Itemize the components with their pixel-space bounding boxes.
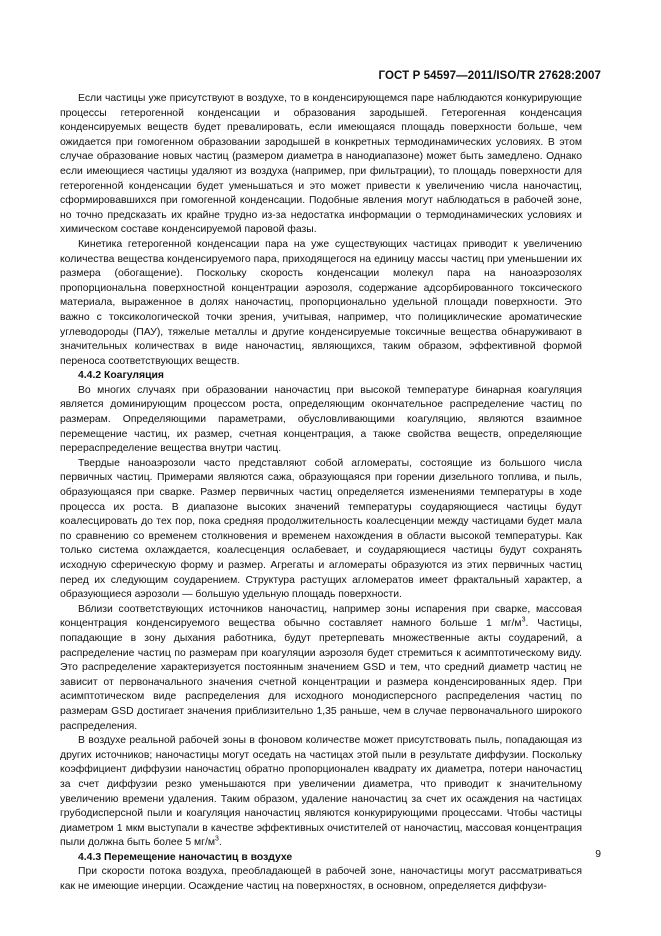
superscript: 3 [521, 616, 526, 624]
paragraph: Твердые наноаэрозоли часто представляют собой агломераты, состоящие из большого числа первичных частиц. Примерами являются сажа, образующаяся при горении дизельного топлива, и пыль, образующаяся при сварке. Размер первичных частиц определяется изменениями температуры в ходе процесса их роста. В диапазоне высоких значений температуры соударяющиеся частицы будут коалесцировать до тех пор, пока средняя продолжительность коалесценции между частицами будет мала по сравнению со временем столкновения и временем нахождения в области высокой температуры. Как только система охлаждается, коалесценция ослабевает, и соударяющиеся частицы будут сохранять исходную сферическую форму и размер. Агрегаты и агломераты образуются из этих первичных частиц перед их следующим соударением. Структура растущих агломератов имеет фрактальный характер, а образующиеся аэрозоли — большую удельную площадь поверхности. [60, 457, 582, 601]
page-number: 9 [595, 849, 601, 860]
document-body [60, 92, 582, 895]
paragraph-background-dust [60, 734, 582, 851]
standard-header: ГОСТ Р 54597—2011/ISO/TR 27628:2007 [378, 70, 601, 82]
paragraph-text: Вблизи соответствующих источников наночастиц, например зоны испарения при сварке, массовая концентрация конденсируемого вещества обычно составляет намного больше 1 мг/м [60, 603, 582, 630]
paragraph-text: . Частицы, попадающие в зону дыхания работника, будут претерпевать множественные акты соударений, а распределение частиц по размерам при коагуляции аэрозоля будет стремиться к асимптотическому виду. Это распределение характеризуется постоянным значением GSD и тем, что средний диаметр частиц не зависит от первоначального значения счетной концентрации и размера конденсированных ядер. При асимптотическом виде распределения для исходного монодисперсного распределения частиц по размерам GSD достигает значения приблизительно 1,35 раньше, чем в случае первоначального широкого распределения. [60, 618, 583, 732]
section-heading-transport: 4.4.3 Перемещение наночастиц в воздухе [78, 851, 293, 863]
paragraph-text: В воздухе реальной рабочей зоны в фоновом количестве может присутствовать пыль, попадающая из других источников; наночастицы могут оседать на частицах этой пыли в результате диффузии. Поскольку коэффициент диффузии наночастиц обратно пропорционален квадрату их диаметра, потери наночастиц за счет диффузии резко уменьшаются при увеличении диаметра, что приводит к значительному увеличению времени удаления. Таким образом, удаление наночастиц за счет их осаждения на частицах грубодисперсной пыли и коагуляция наночастиц являются конкурирующими процессами. Чтобы частицы диаметром 1 мкм выступали в качестве эффективных очистителей от наночастиц, массовая концентрация пыли должна быть более 5 мг/м [60, 735, 582, 849]
paragraph: Во многих случаях при образовании наночастиц при высокой температуре бинарная коагуляция является доминирующим процессом роста, определяющим окончательное распределение частиц по размерам. Определяющими параметрами, обусловливающими коагуляцию, являются взаимное перемещение частиц, их размер, счетная концентрация, а также свойства веществ, определяющие перераспределение вещества внутри частиц. [60, 384, 582, 455]
paragraph: Если частицы уже присутствуют в воздухе, то в конденсирующемся паре наблюдаются конкурирующие процессы гетерогенной конденсации и образования зародышей. Гетерогенная конденсация конденсируемых веществ будет превалировать, если имеющаяся площадь поверхности больше, чем ожидается при гомогенном образовании зародышей в конкретных термодинамических условиях. В этом случае образование новых частиц (размером диаметра в нанодиапазоне) может быть замедлено. Однако если имеющиеся частицы удаляют из воздуха (например, при фильтрации), то площадь поверхности для гетерогенной конденсации будет уменьшаться и это может привести к увеличению числа наночастиц, сформировавшихся при гомогенной конденсации. Подобные явления могут наблюдаться в рабочей зоне, но точно предсказать их крайне трудно из-за недостатка информации о термодинамических условиях и химическом составе конденсируемой паровой фазы. [60, 93, 582, 236]
superscript: 3 [215, 835, 219, 843]
section-heading-coagulation: 4.4.2 Коагуляция [78, 370, 164, 382]
paragraph-text: . [218, 837, 222, 849]
paragraph-source-concentration [60, 603, 582, 734]
paragraph: При скорости потока воздуха, преобладающей в рабочей зоне, наночастицы могут рассматриваться как не имеющие инерции. Осаждение частиц на поверхностях, в основном, определяется диффузи- [60, 866, 582, 893]
paragraph: Кинетика гетерогенной конденсации пара на уже существующих частицах приводит к увеличению количества вещества конденсируемого пара, приходящегося на единицу массы частиц при уменьшении их размера (обогащение). Поскольку скорость конденсации молекул пара на наноаэрозолях пропорциональна поверхностной концентрации аэрозоля, содержание адсорбированного токсического материала, выраженное в долях наночастиц, пропорционально удельной площади поверхности. Это важно с токсикологической точки зрения, учитывая, например, что полициклические ароматические углеводороды (ПАУ), тяжелые металлы и другие конденсируемые токсичные вещества обнаруживают в значительных количествах в виде наночастиц, являющихся, таким образом, эффективной формой переноса соответствующих веществ. [60, 238, 582, 367]
